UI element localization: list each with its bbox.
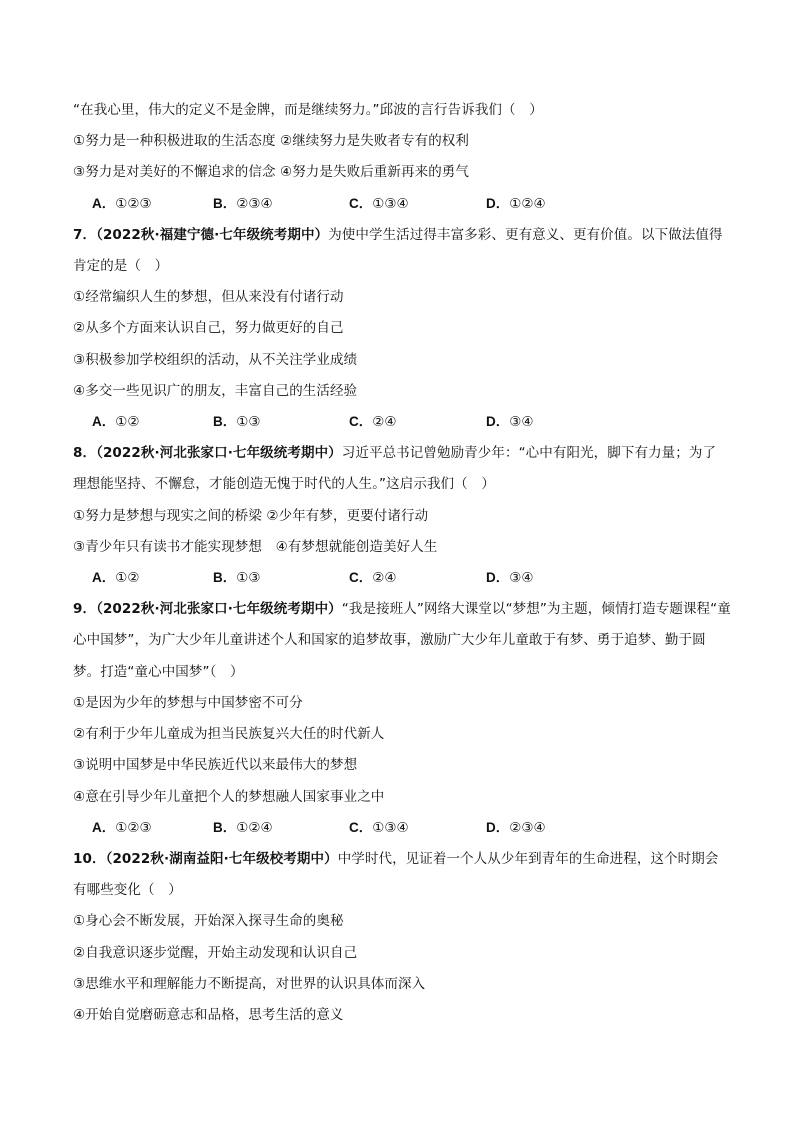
q8-item: ③青少年只有读书才能实现梦想 ④有梦想就能创造美好人生 (73, 539, 438, 555)
q7-item: ④多交一些见识广的朋友，丰富自己的生活经验 (73, 383, 358, 399)
q6-item: ③努力是对美好的不懈追求的信念 ④努力是失败后重新再来的勇气 (73, 164, 469, 180)
q8-source: （2022秋·河北张家口·七年级统考期中） (96, 445, 342, 461)
q6-stem: “在我心里，伟大的定义不是金牌，而是继续努力。”邱波的言行告诉我们（ ） (73, 102, 543, 118)
q7-item: ③积极参加学校组织的活动，从不关注学业成绩 (73, 352, 358, 368)
q8-item: ①努力是梦想与现实之间的桥梁 ②少年有梦，更要付诸行动 (73, 508, 429, 524)
q9-source: （2022秋·河北张家口·七年级统考期中） (96, 601, 342, 617)
q9-option-d[interactable]: D．②③④ (486, 820, 546, 836)
q7-option-c[interactable]: C．②④ (349, 414, 397, 430)
q7-item: ①经常编织人生的梦想，但从来没有付诸行动 (73, 289, 344, 305)
q6-option-b[interactable]: B．②③④ (213, 196, 273, 212)
q6-option-d[interactable]: D．①②④ (486, 196, 546, 212)
q9-options (92, 818, 692, 838)
q8-stem-cont: 理想能坚持、不懈怠，才能创造无愧于时代的人生。”这启示我们（ ） (73, 476, 495, 492)
q7-option-d[interactable]: D．③④ (486, 414, 534, 430)
q9-option-c[interactable]: C．①③④ (349, 820, 409, 836)
q8-option-b[interactable]: B．①③ (213, 570, 261, 586)
q7-number: 7． (73, 227, 97, 243)
q6-item: ①努力是一种积极进取的生活态度 ②继续努力是失败者专有的权利 (73, 133, 469, 149)
q10-item: ④开始自觉磨砺意志和品格，思考生活的意义 (73, 1007, 344, 1023)
q8-option-d[interactable]: D．③④ (486, 570, 534, 586)
q9-stem: 9．（2022秋·河北张家口·七年级统考期中）“我是接班人”网络大课堂以“梦想”为主题，倾情打造专题课程“童 (73, 601, 731, 617)
q9-item: ②有利于少年儿童成为担当民族复兴大任的时代新人 (73, 726, 385, 742)
q10-source: （2022秋·湖南益阳·七年级校考期中） (105, 851, 338, 867)
q7-item: ②从多个方面来认识自己，努力做更好的自己 (73, 320, 344, 336)
q10-number: 10． (73, 851, 106, 867)
q9-item: ④意在引导少年儿童把个人的梦想融人国家事业之中 (73, 789, 385, 805)
q9-option-a[interactable]: A．①②③ (92, 820, 152, 836)
q7-option-b[interactable]: B．①③ (213, 414, 261, 430)
q8-number: 8． (73, 445, 97, 461)
q7-options (92, 412, 692, 432)
q8-option-a[interactable]: A．①② (92, 570, 140, 586)
q7-source: （2022秋·福建宁德·七年级统考期中） (96, 227, 329, 243)
q6-option-c[interactable]: C．①③④ (349, 196, 409, 212)
q6-option-a[interactable]: A．①②③ (92, 196, 152, 212)
q9-item: ①是因为少年的梦想与中国梦密不可分 (73, 695, 303, 711)
q9-option-b[interactable]: B．①②④ (213, 820, 273, 836)
q10-item: ①身心会不断发展，开始深入探寻生命的奥秘 (73, 913, 344, 929)
q8-options (92, 568, 692, 588)
q10-stem: 10．（2022秋·湖南益阳·七年级校考期中）中学时代，见证着一个人从少年到青年的生命进程，这个时期会 (73, 851, 719, 867)
q9-stem-cont: 梦。打造“童心中国梦”（ ） (73, 664, 244, 680)
q7-option-a[interactable]: A．①② (92, 414, 140, 430)
q9-stem-cont: 心中国梦”，为广大少年儿童讲述个人和国家的追梦故事，激励广大少年儿童敢于有梦、勇于追梦、勤于圆 (73, 632, 706, 648)
q8-stem: 8．（2022秋·河北张家口·七年级统考期中）习近平总书记曾勉励青少年：“心中有阳光，脚下有力量；为了 (73, 445, 717, 461)
q7-stem-cont: 肯定的是（ ） (73, 258, 169, 274)
q10-item: ③思维水平和理解能力不断提高，对世界的认识具体而深入 (73, 976, 426, 992)
q7-stem: 7．（2022秋·福建宁德·七年级统考期中）为使中学生活过得丰富多彩、更有意义、更有价值。以下做法值得 (73, 227, 723, 243)
q9-item: ③说明中国梦是中华民族近代以来最伟大的梦想 (73, 757, 358, 773)
q6-options (92, 194, 692, 214)
q10-stem-cont: 有哪些变化（ ） (73, 882, 182, 898)
q10-item: ②自我意识逐步觉醒，开始主动发现和认识自己 (73, 945, 358, 961)
q8-option-c[interactable]: C．②④ (349, 570, 397, 586)
q9-number: 9． (73, 601, 97, 617)
